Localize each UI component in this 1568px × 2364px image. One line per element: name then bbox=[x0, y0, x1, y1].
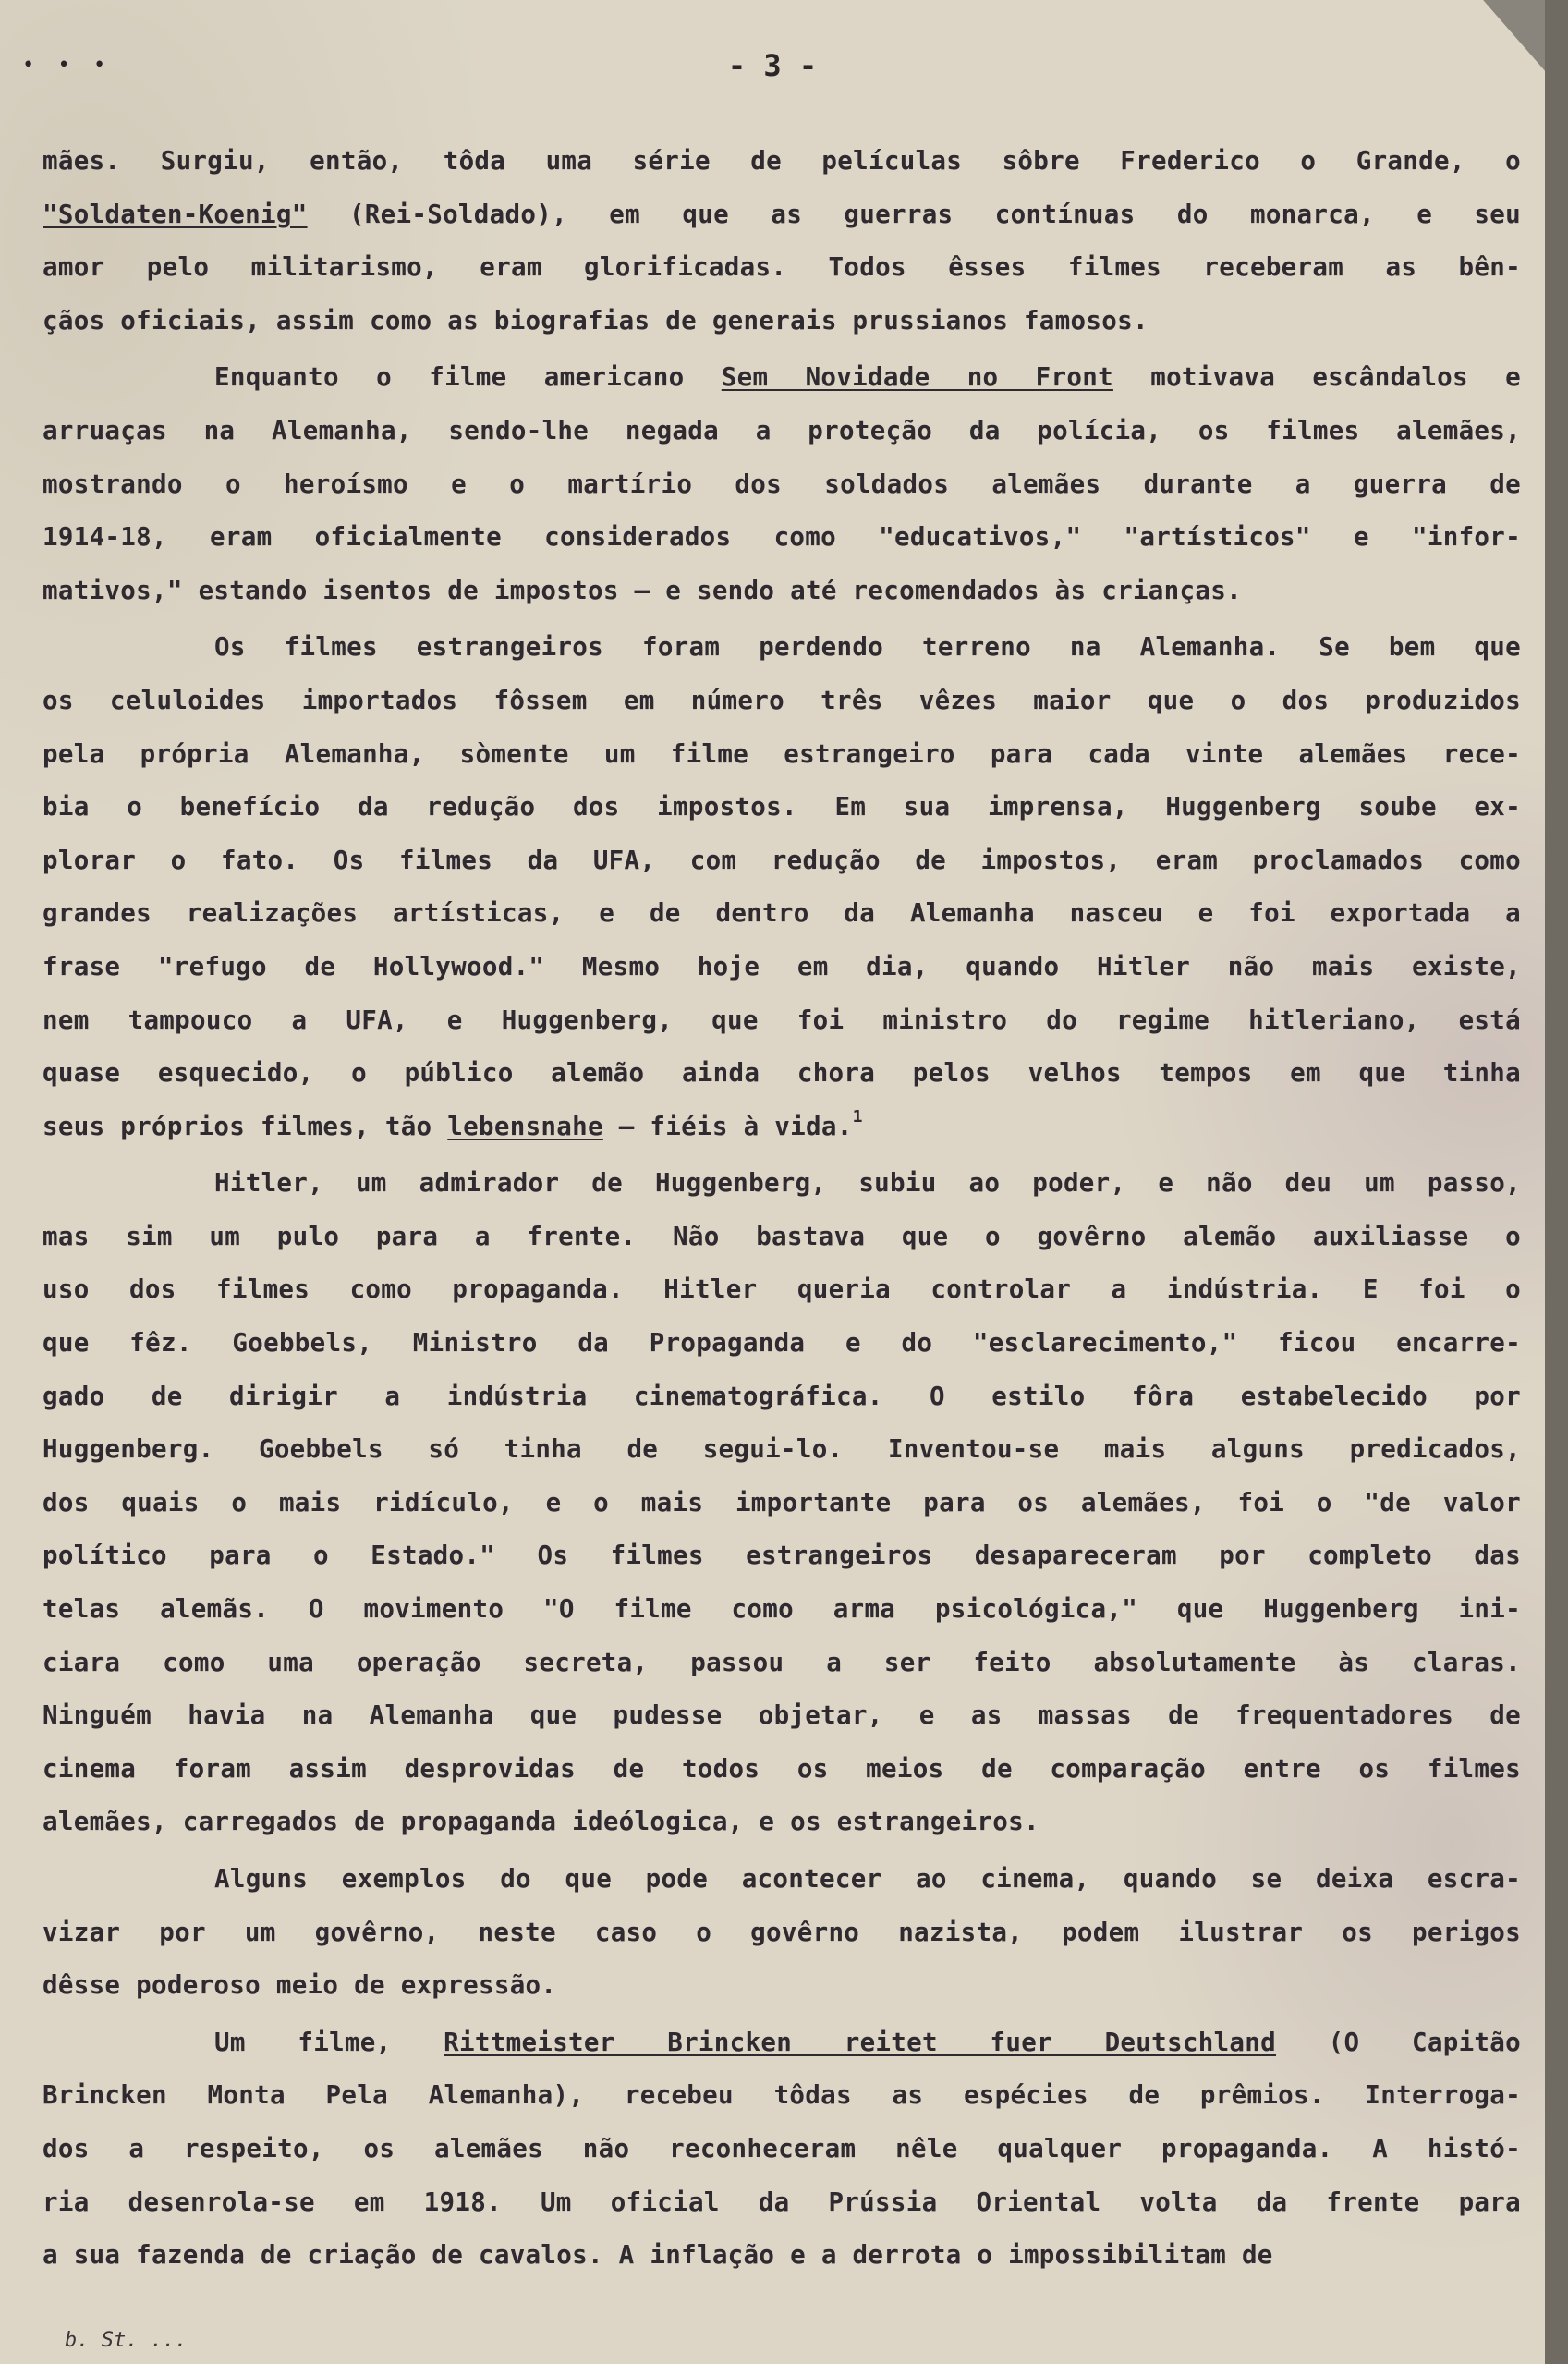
text-run: arruaças na Alemanha, sendo-lhe negada a proteção da polícia, os filmes alemães, bbox=[43, 415, 1521, 445]
text-run: telas alemãs. O movimento "O filme como arma psicológica," que Huggenberg ini- bbox=[43, 1594, 1521, 1625]
text-run: Huggenberg. Goebbels só tinha de segui-lo. Inventou-se mais alguns predicados, bbox=[43, 1434, 1521, 1465]
text-line bbox=[43, 1529, 1521, 1583]
text-line bbox=[43, 1371, 1521, 1424]
text-line bbox=[43, 941, 1521, 994]
paragraph bbox=[43, 1853, 1521, 2013]
text-run: motivava escândalos e bbox=[1112, 362, 1522, 393]
text-run: mas sim um pulo para a frente. Não bastava que o govêrno alemão auxiliasse o bbox=[43, 1221, 1521, 1251]
text-run: seus próprios filmes, tão bbox=[43, 1111, 448, 1141]
text-line bbox=[43, 2229, 1521, 2283]
paragraph bbox=[43, 621, 1521, 1153]
paragraph bbox=[43, 351, 1521, 617]
text-run: Alguns exemplos do que pode acontecer ao cinema, quando se deixa escra- bbox=[214, 1864, 1521, 1894]
text-line bbox=[43, 1796, 1521, 1849]
text-run: mativos," estando isentos de impostos — e sendo até recomendados às crianças. bbox=[43, 575, 1242, 605]
text-line bbox=[43, 1907, 1521, 1960]
text-run: frase "refugo de Hollywood." Mesmo hoje em dia, quando Hitler não mais existe, bbox=[43, 951, 1521, 981]
text-line bbox=[43, 405, 1521, 458]
text-run: que fêz. Goebbels, Ministro da Propaganda e do "esclarecimento," ficou encarre- bbox=[43, 1328, 1521, 1359]
paragraph bbox=[43, 1157, 1521, 1849]
text-line bbox=[43, 458, 1521, 512]
text-run: bia o benefício da redução dos impostos. Em sua imprensa, Huggenberg soube ex- bbox=[43, 792, 1521, 823]
paragraph bbox=[43, 2017, 1521, 2283]
text-run: ciara como uma operação secreta, passou a ser feito absolutamente às claras. bbox=[43, 1647, 1521, 1677]
text-line bbox=[43, 2123, 1521, 2176]
text-run: Um filme, bbox=[214, 2027, 444, 2057]
page-edge-shadow bbox=[1545, 0, 1568, 2364]
text-run: (O Capitão bbox=[1276, 2027, 1521, 2057]
text-run: mostrando o heroísmo e o martírio dos soldados alemães durante a guerra de bbox=[43, 469, 1521, 499]
text-line bbox=[43, 2176, 1521, 2230]
text-run: cinema foram assim desprovidas de todos os meios de comparação entre os filmes bbox=[43, 1753, 1521, 1784]
text-line bbox=[43, 2017, 1521, 2070]
text-run: os celuloides importados fôssem em número três vêzes maior que o dos produzidos bbox=[43, 685, 1521, 715]
text-line bbox=[43, 1423, 1521, 1477]
text-run: alemães, carregados de propaganda ideólogica, e os estrangeiros. bbox=[43, 1807, 1039, 1837]
text-line bbox=[43, 728, 1521, 782]
text-run: (Rei-Soldado), em que as guerras contínuas do monarca, e seu bbox=[307, 199, 1521, 229]
text-run: Hitler, um admirador de Huggenberg, subiu ao poder, e não deu um passo, bbox=[214, 1168, 1521, 1199]
text-run: político para o Estado." Os filmes estrangeiros desapareceram por completo das bbox=[43, 1541, 1521, 1571]
text-run: uso dos filmes como propaganda. Hitler queria controlar a indústria. E foi o bbox=[43, 1274, 1521, 1305]
text-run: dêsse poderoso meio de expressão. bbox=[43, 1970, 557, 2001]
text-line bbox=[43, 565, 1521, 618]
text-line bbox=[43, 675, 1521, 728]
text-run: Brincken Monta Pela Alemanha), recebeu tôdas as espécies de prêmios. Interroga- bbox=[43, 2080, 1521, 2111]
text-run: quase esquecido, o público alemão ainda chora pelos velhos tempos em que tinha bbox=[43, 1058, 1521, 1089]
text-line bbox=[43, 241, 1521, 295]
text-run: dos quais o mais ridículo, e o mais importante para os alemães, foi o "de valor bbox=[43, 1487, 1521, 1517]
text-line bbox=[43, 887, 1521, 941]
text-line bbox=[43, 1477, 1521, 1530]
text-line bbox=[43, 189, 1521, 242]
text-run: Ninguém havia na Alemanha que pudesse objetar, e as massas de frequentadores de bbox=[43, 1700, 1521, 1731]
corner-marks: • • • bbox=[22, 54, 112, 77]
text-line bbox=[43, 2069, 1521, 2123]
text-line bbox=[43, 1959, 1521, 2013]
text-line bbox=[43, 994, 1521, 1048]
text-run: pela própria Alemanha, sòmente um filme estrangeiro para cada vinte alemães rece- bbox=[43, 738, 1521, 769]
handwritten-note: b. St. ... bbox=[65, 2329, 188, 2352]
underlined-title: lebensnahe bbox=[447, 1111, 603, 1141]
text-line bbox=[43, 1211, 1521, 1264]
text-line bbox=[43, 351, 1521, 405]
text-run: plorar o fato. Os filmes da UFA, com redução de impostos, eram proclamados como bbox=[43, 845, 1521, 875]
text-run: vizar por um govêrno, neste caso o govêrno nazista, podem ilustrar os perigos bbox=[43, 1917, 1521, 1947]
text-line bbox=[43, 1689, 1521, 1743]
footnote-marker: 1 bbox=[852, 1106, 863, 1127]
text-line bbox=[43, 511, 1521, 565]
text-run: çãos oficiais, assim como as biografias de generais prussianos famosos. bbox=[43, 305, 1149, 335]
text-line bbox=[43, 835, 1521, 888]
text-run: ria desenrola-se em 1918. Um oficial da Prússia Oriental volta da frente para bbox=[43, 2187, 1521, 2217]
underlined-title: "Soldaten-Koenig" bbox=[43, 199, 308, 229]
text-line bbox=[43, 781, 1521, 835]
text-line bbox=[43, 1853, 1521, 1907]
text-run: a sua fazenda de criação de cavalos. A inflação e a derrota o impossibilitam de bbox=[43, 2240, 1273, 2271]
text-run: 1914-18, eram oficialmente considerados como "educativos," "artísticos" e "infor- bbox=[43, 522, 1521, 553]
text-run: grandes realizações artísticas, e de dentro da Alemanha nasceu e foi exportada a bbox=[43, 898, 1521, 929]
text-line bbox=[43, 1583, 1521, 1637]
text-run: — fiéis à vida. bbox=[602, 1111, 853, 1141]
text-line bbox=[43, 135, 1521, 189]
text-line bbox=[43, 1101, 1521, 1154]
text-run: dos a respeito, os alemães não reconheceram nêle qualquer propaganda. A histó- bbox=[43, 2133, 1521, 2163]
underlined-title: Rittmeister Brincken reitet fuer Deutschland bbox=[444, 2027, 1276, 2057]
text-run: mães. Surgiu, então, tôda uma série de películas sôbre Frederico o Grande, o bbox=[43, 146, 1521, 176]
text-line bbox=[43, 1743, 1521, 1797]
page-number: - 3 - bbox=[727, 48, 818, 83]
document-body bbox=[43, 135, 1521, 2286]
text-line bbox=[43, 1157, 1521, 1211]
text-line bbox=[43, 1263, 1521, 1317]
text-run: amor pelo militarismo, eram glorificadas. Todos êsses filmes receberam as bên- bbox=[43, 252, 1521, 283]
text-run: nem tampouco a UFA, e Huggenberg, que foi ministro do regime hitleriano, está bbox=[43, 1005, 1521, 1035]
paragraph bbox=[43, 135, 1521, 347]
underlined-title: Sem Novidade no Front bbox=[721, 362, 1113, 393]
text-line bbox=[43, 1317, 1521, 1371]
text-run: Os filmes estrangeiros foram perdendo terreno na Alemanha. Se bem que bbox=[214, 632, 1521, 663]
text-line bbox=[43, 1047, 1521, 1101]
text-line bbox=[43, 1637, 1521, 1690]
text-run: gado de dirigir a indústria cinematográfica. O estilo fôra estabelecido por bbox=[43, 1381, 1521, 1411]
text-run: Enquanto o filme americano bbox=[214, 362, 722, 393]
text-line bbox=[43, 295, 1521, 348]
text-line bbox=[43, 621, 1521, 675]
